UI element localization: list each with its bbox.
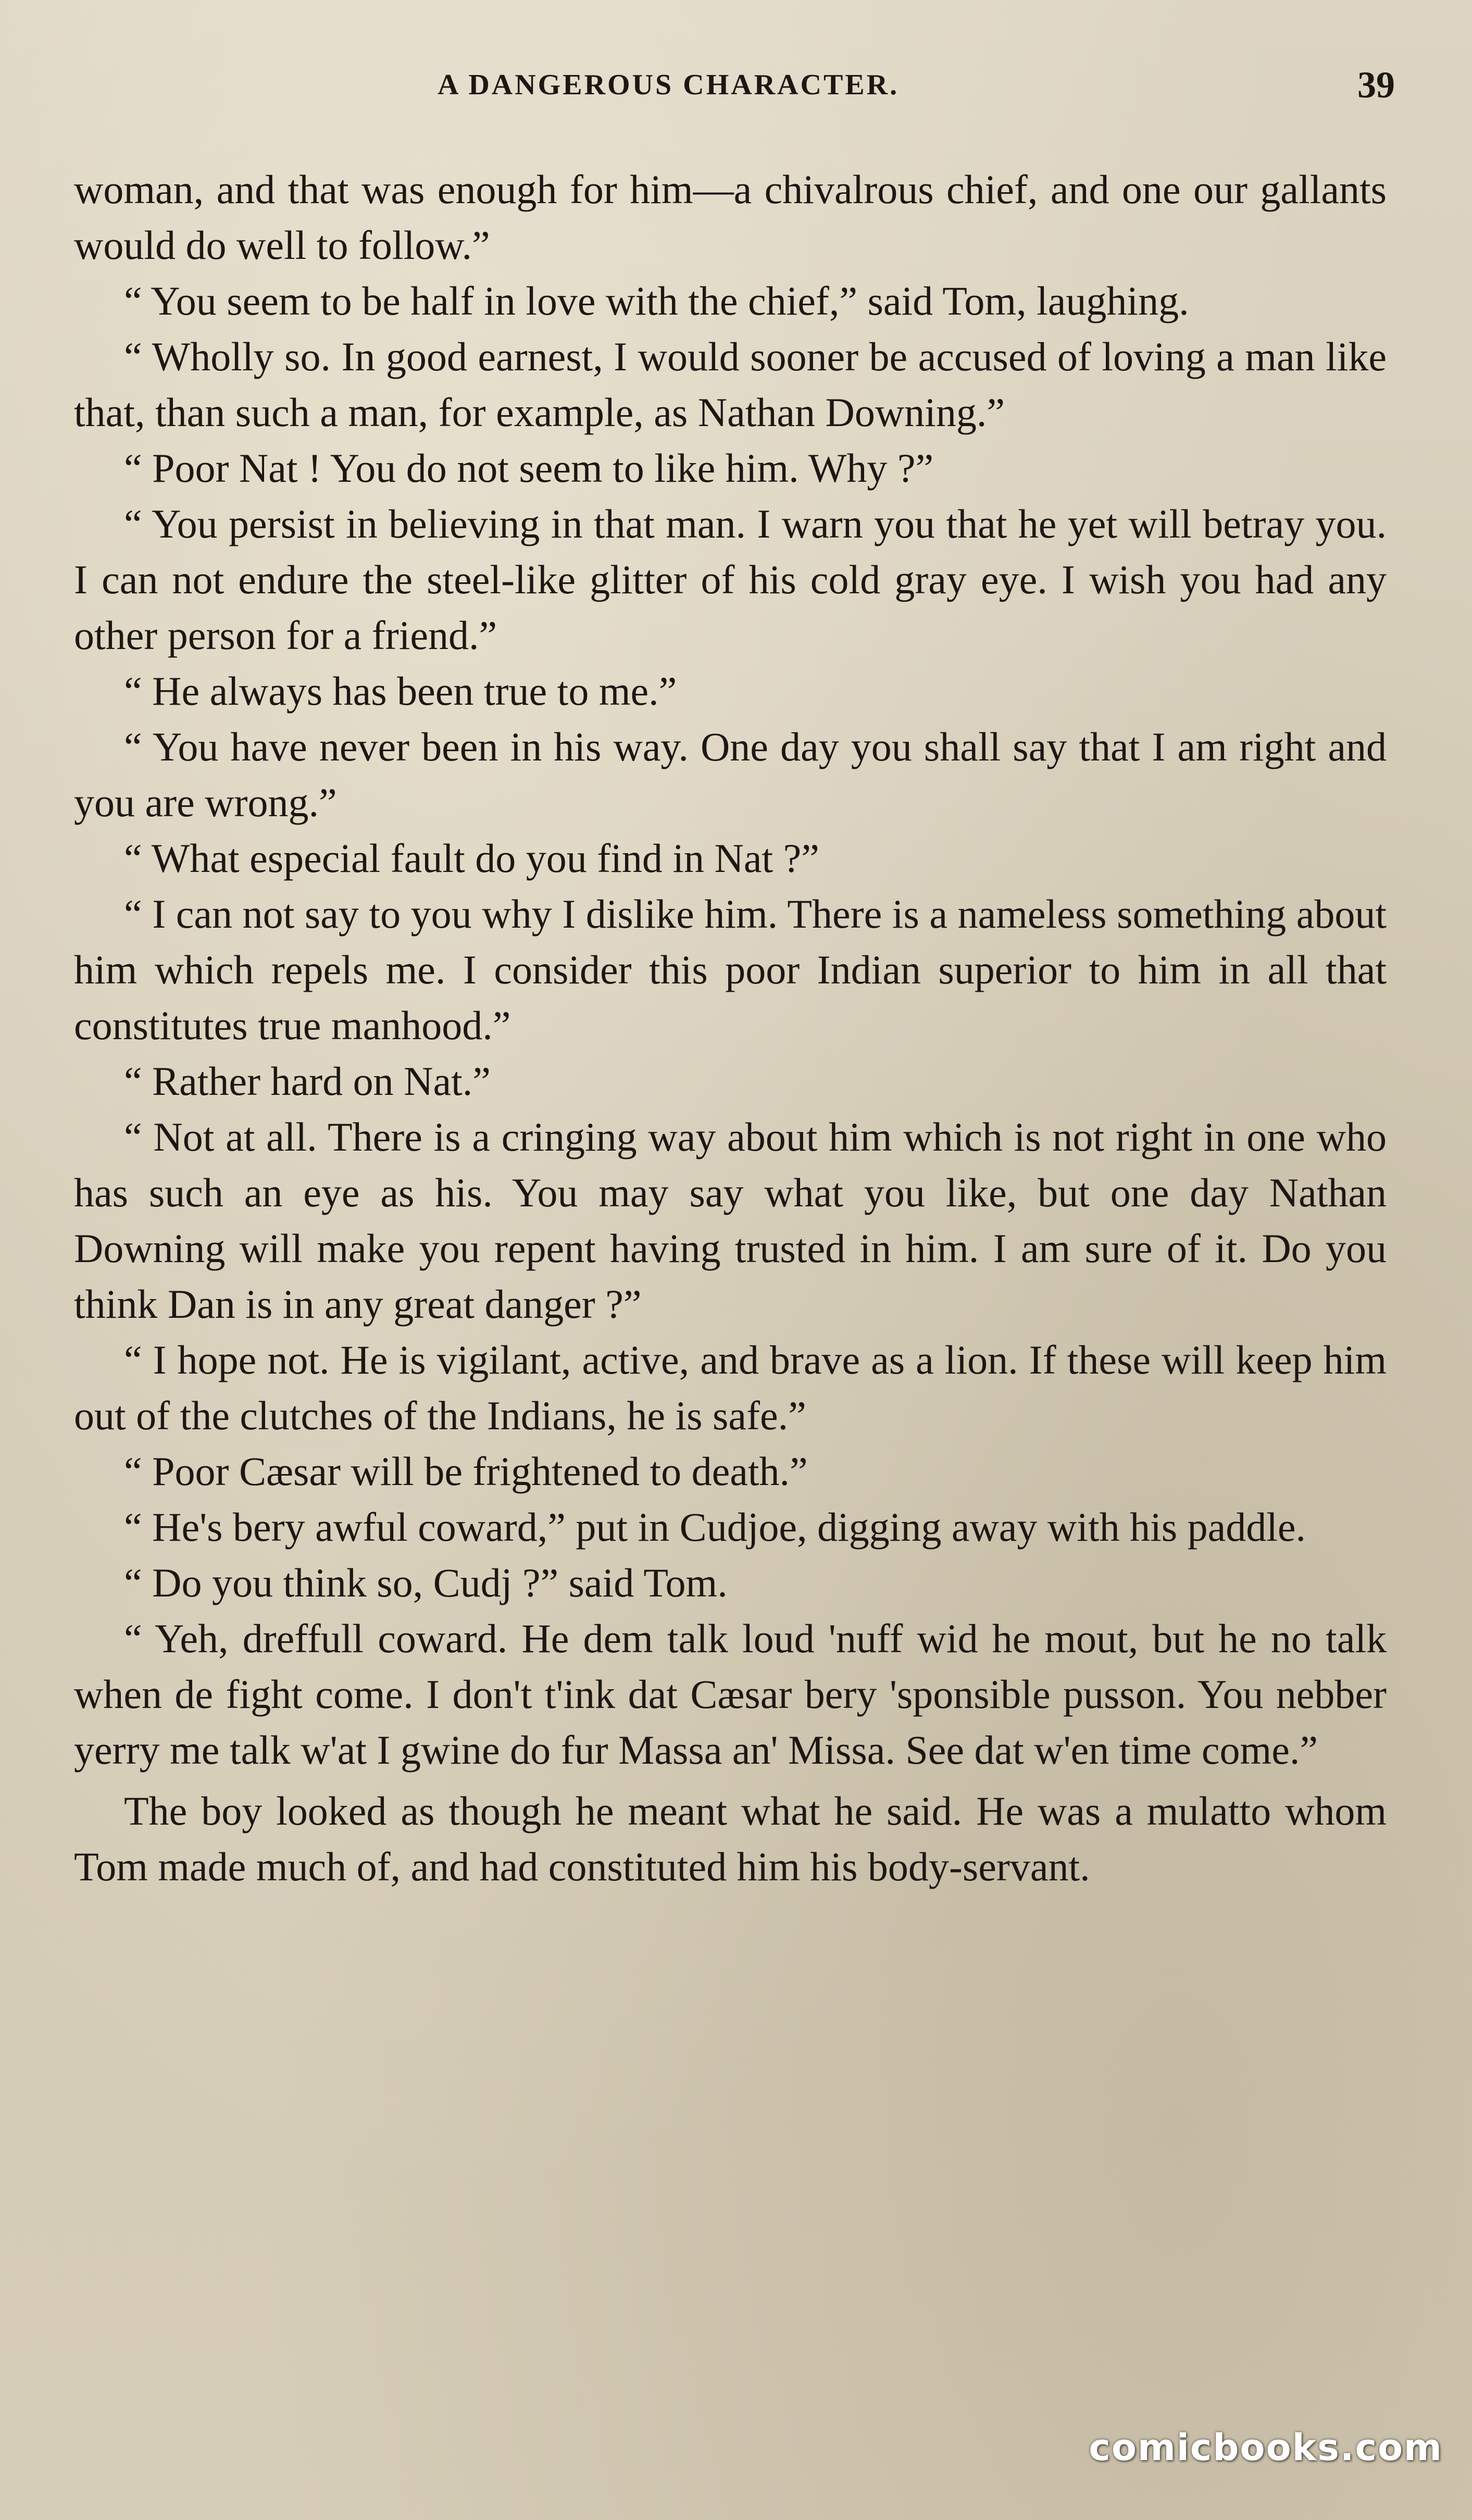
paragraph: “ I hope not. He is vigilant, active, and brave as a lion. If these will keep him out of the clutches of the Indians, he is safe.” <box>74 1337 1387 1438</box>
paragraph: “ Do you think so, Cudj ?” said Tom. <box>124 1560 728 1605</box>
paragraph: “ Poor Nat ! You do not seem to like him. Why ?” <box>124 445 934 491</box>
paragraph: “ He always has been true to me.” <box>124 668 677 714</box>
paragraph: “ He's bery awful coward,” put in Cudjoe, digging away with his paddle. <box>124 1504 1306 1550</box>
paragraph: “ Poor Cæsar will be frightened to death.” <box>124 1449 808 1494</box>
paragraph: woman, and that was enough for him—a chivalrous chief, and one our gallants would do well to follow.” <box>74 167 1387 268</box>
running-title: A DANGEROUS CHARACTER. <box>438 69 900 101</box>
paragraph: “ You persist in believing in that man. I warn you that he yet will betray you. I can not endure the steel-like glitter of his cold gray eye. I wish you had any other person for a friend.” <box>74 501 1387 658</box>
paragraph: “ Not at all. There is a cringing way about him which is not right in one who has such an eye as his. You may say what you like, but one day Nathan Downing will make you repent having trusted in him. I am sure of it. Do you think Dan is in any great danger ?” <box>74 1114 1387 1327</box>
page-number: 39 <box>1357 64 1395 106</box>
paragraph: “ Rather hard on Nat.” <box>124 1058 491 1104</box>
paragraph: “ What especial fault do you find in Nat ?” <box>124 835 819 881</box>
paragraph: “ I can not say to you why I dislike him. There is a nameless something about him which repels me. I consider this poor Indian superior to him in all that constitutes true manhood.” <box>74 891 1387 1048</box>
paragraph: “ You seem to be half in love with the chief,” said Tom, laughing. <box>124 278 1189 323</box>
paragraph: The boy looked as though he meant what he said. He was a mulatto whom Tom made much of, and had constituted him his body-servant. <box>74 1788 1387 1889</box>
body-text <box>74 161 1387 1894</box>
watermark-text: comicbooks.com <box>1089 2426 1443 2469</box>
paragraph: “ You have never been in his way. One day you shall say that I am right and you are wrong.” <box>74 724 1387 825</box>
running-head <box>0 61 1472 108</box>
paragraph: “ Yeh, dreffull coward. He dem talk loud 'nuff wid he mout, but he no talk when de fight come. I don't t'ink dat Cæsar bery 'sponsible pusson. You nebber yerry me talk w'at I gwine do fur Massa an' Missa. See dat w'en time come.” <box>74 1616 1387 1773</box>
paragraph: “ Wholly so. In good earnest, I would sooner be accused of loving a man like that, than such a man, for example, as Nathan Downing.” <box>74 334 1387 435</box>
